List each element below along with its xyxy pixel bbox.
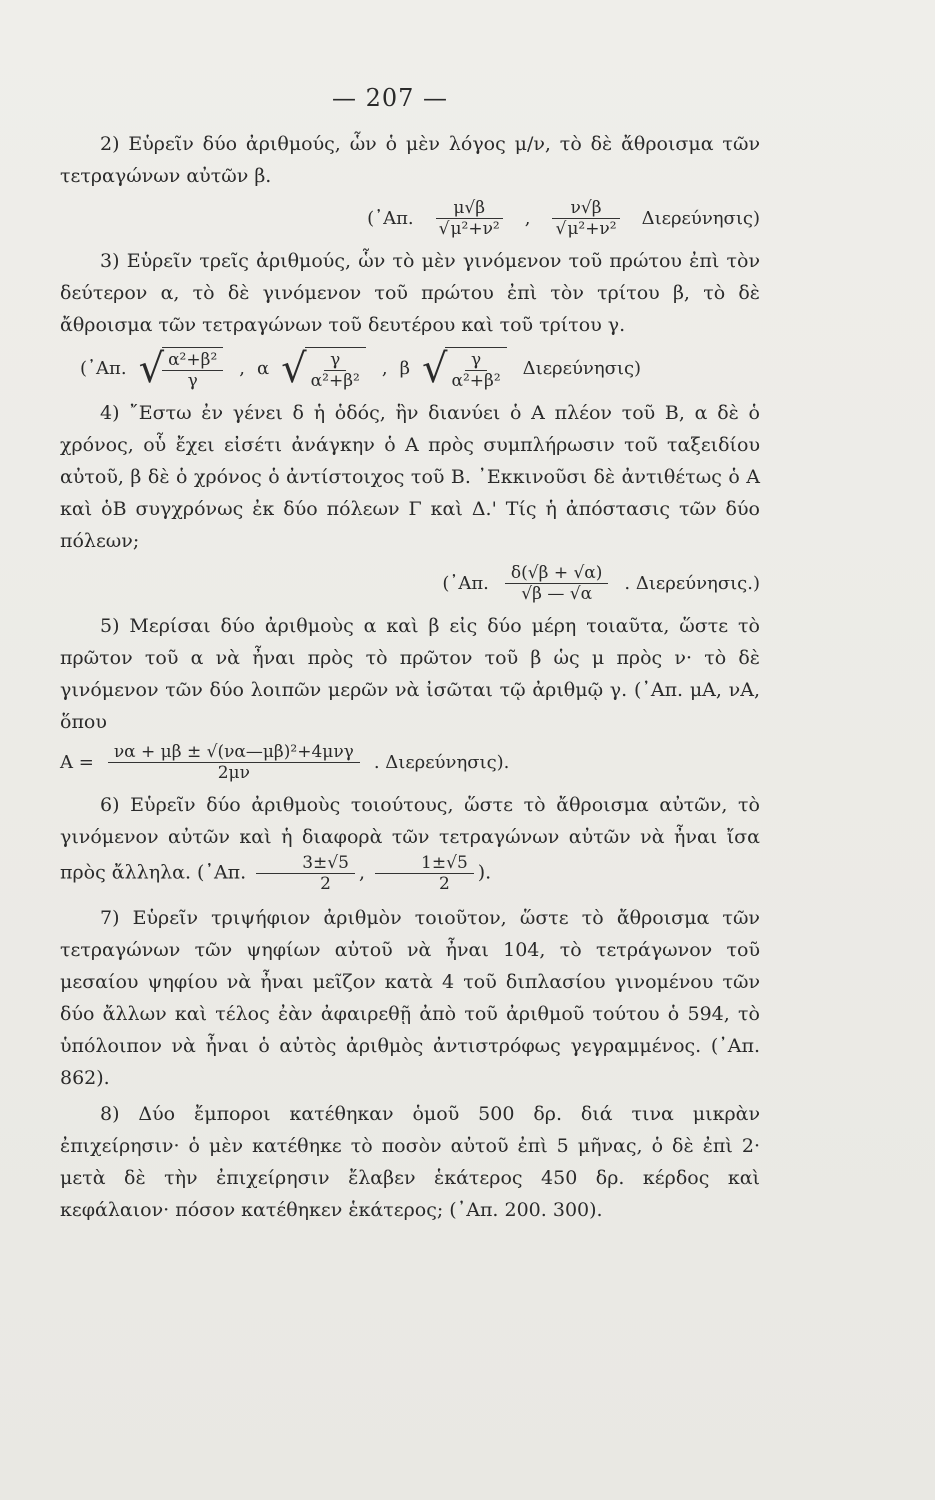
fraction: $\frac{\text{να + μβ ± √(να—μβ)²+4μνγ}}{2\mu\nu}$ bbox=[108, 742, 360, 783]
answer-suffix: Διερεύνησις) bbox=[522, 358, 642, 379]
problem-2-answer: (᾿Απ. μ√β √ μ²+ν² , ν√β √ μ²+ν² Διερεύνησις) bbox=[60, 198, 760, 239]
fraction-1: $\frac{3\pm√5}{2}$ bbox=[256, 853, 355, 894]
root-1: √ $\frac{\text{α²+β²}}{\gamma}$ bbox=[139, 347, 228, 391]
problem-2-text: 2) Εὑρεῖν δύο ἀριθμούς, ὧν ὁ μὲν λόγος μ/ν, τὸ δὲ ἄθροισμα τῶν τετραγώνων αὐτῶν β. bbox=[60, 133, 760, 187]
answer-suffix: . Διερεύνησις). bbox=[373, 751, 510, 773]
fraction-2: $\frac{1\pm√5}{2}$ bbox=[375, 853, 474, 894]
problem-8-text: 8) Δύο ἔμποροι κατέθηκαν ὁμοῦ 500 δρ. διά τινα μικρὰν ἐπιχείρησιν· ὁ μὲν κατέθηκε τὸ ποσὸν αὐτοῦ ἐπὶ 5 μῆνας, ὁ δὲ ἐπὶ 2· μετὰ δὲ τὴν ἐπιχείρησιν ἔλαβεν ἑκάτερος 450 δρ. κέρδος καὶ κεφάλαιον· πόσον κατέθηκεν ἑκάτερος; (᾿Απ. 200. 300). bbox=[60, 1103, 760, 1221]
answer-label: (᾿Απ. bbox=[442, 572, 489, 594]
problem-6-text: 6) Εὑρεῖν δύο ἀριθμοὺς τοιούτους, ὥστε τὸ ἄθροισμα αὐτῶν, τὸ γινόμενον αὐτῶν καὶ ἡ διαφορὰ τῶν τετραγώνων αὐτῶν νὰ ἦναι ἴσα πρὸς ἄλληλα. (᾿Απ. $\frac{3\pm√5}{2}$ , $\frac{1\pm√5}{2}$ ). bbox=[60, 794, 760, 894]
problem-4-text: 4) ῎Εστω ἐν γένει δ ἡ ὁδός, ἣν διανύει ὁ Α πλέον τοῦ Β, α δὲ ὁ χρόνος, οὗ ἔχει εἰσέτι ἀνάγκην ὁ Α πρὸς συμπλήρωσιν τοῦ ταξειδίου αὐτοῦ, β δὲ ὁ χρόνος ὁ ἀντίστοιχος τοῦ Β. ᾿Εκκινοῦσι δὲ ἀντιθέτως ὁ Α καὶ ὁΒ συγχρόνως ἐκ δύο πόλεων Γ καὶ Δ.' Τίς ἡ ἀπόστασις τῶν δύο πόλεων; bbox=[60, 402, 760, 552]
answer-label: (᾿Απ. bbox=[80, 358, 127, 379]
root-3: √ $\frac{\gamma}{\text{α²+β²}}$ bbox=[422, 347, 511, 391]
problem-3-answer: (᾿Απ. √ $\frac{\text{α²+β²}}{\gamma}$ , α √ $\frac{\gamma}{\text{α²+β²}}$ , β √ $\frac{\gamma}{\text{α²+β²}}$ Διερεύνησις) bbox=[80, 346, 642, 392]
answer-suffix: Διερεύνησις) bbox=[641, 207, 760, 229]
problem-7-text: 7) Εὑρεῖν τριψήφιον ἀριθμὸν τοιοῦτον, ὥστε τὸ ἄθροισμα τῶν τετραγώνων τῶν ψηφίων αὐτοῦ νὰ ἦναι 104, τὸ τετράγωνον τοῦ μεσαίου ψηφίου νὰ ἦναι μεῖζον κατὰ 4 τοῦ διπλασίου γινομένου τῶν δύο ἄλλων καὶ τέλος ἐὰν ἀφαιρεθῇ ἀπὸ τοῦ ἀριθμοῦ τούτου ὁ 594, τὸ ὑπόλοιπον νὰ ἦναι ὁ αὐτὸς ἀριθμὸς ἀντιστρόφως γεγραμμένος. (᾿Απ. 862). bbox=[60, 907, 760, 1089]
problem-5-text: 5) Μερίσαι δύο ἀριθμοὺς α καὶ β εἰς δύο μέρη τοιαῦτα, ὥστε τὸ πρῶτον τοῦ α νὰ ἦναι πρὸς τὸ πρῶτον τοῦ β ὡς μ πρὸς ν· τὸ δὲ γινόμενον τῶν δύο λοιπῶν μερῶν νὰ ἰσῶται τῷ ἀριθμῷ γ. (᾿Απ. μΑ, νΑ, ὅπου bbox=[60, 615, 760, 733]
root-2: √ $\frac{\gamma}{\text{α²+β²}}$ bbox=[281, 347, 370, 391]
fraction-1: μ√β √ μ²+ν² bbox=[430, 198, 509, 239]
problem-5-formula: Α = $\frac{\text{να + μβ ± √(να—μβ)²+4μνγ}}{2\mu\nu}$ . Διερεύνησις). bbox=[60, 742, 510, 783]
answer-label: (᾿Απ. bbox=[367, 207, 414, 229]
answer-suffix: . Διερεύνησις.) bbox=[624, 572, 760, 594]
fraction: $\frac{\delta(√\beta + √\alpha)}{√\beta — √\alpha}$ bbox=[505, 563, 609, 604]
problem-4-answer bbox=[60, 563, 760, 604]
problem-3-text: 3) Εὑρεῖν τρεῖς ἀριθμούς, ὧν τὸ μὲν γινόμενον τοῦ πρώτου ἐπὶ τὸν δεύτερον α, τὸ δὲ γινόμενον τοῦ πρώτου ἐπὶ τὸν τρίτου β, τὸ δὲ ἄθροισμα τῶν τετραγώνων τοῦ δευτέρου καὶ τοῦ τρίτου γ. bbox=[60, 250, 760, 336]
fraction-2: ν√β √ μ²+ν² bbox=[546, 198, 625, 239]
page-number: — 207 — bbox=[331, 84, 449, 112]
page-body bbox=[60, 128, 760, 1226]
